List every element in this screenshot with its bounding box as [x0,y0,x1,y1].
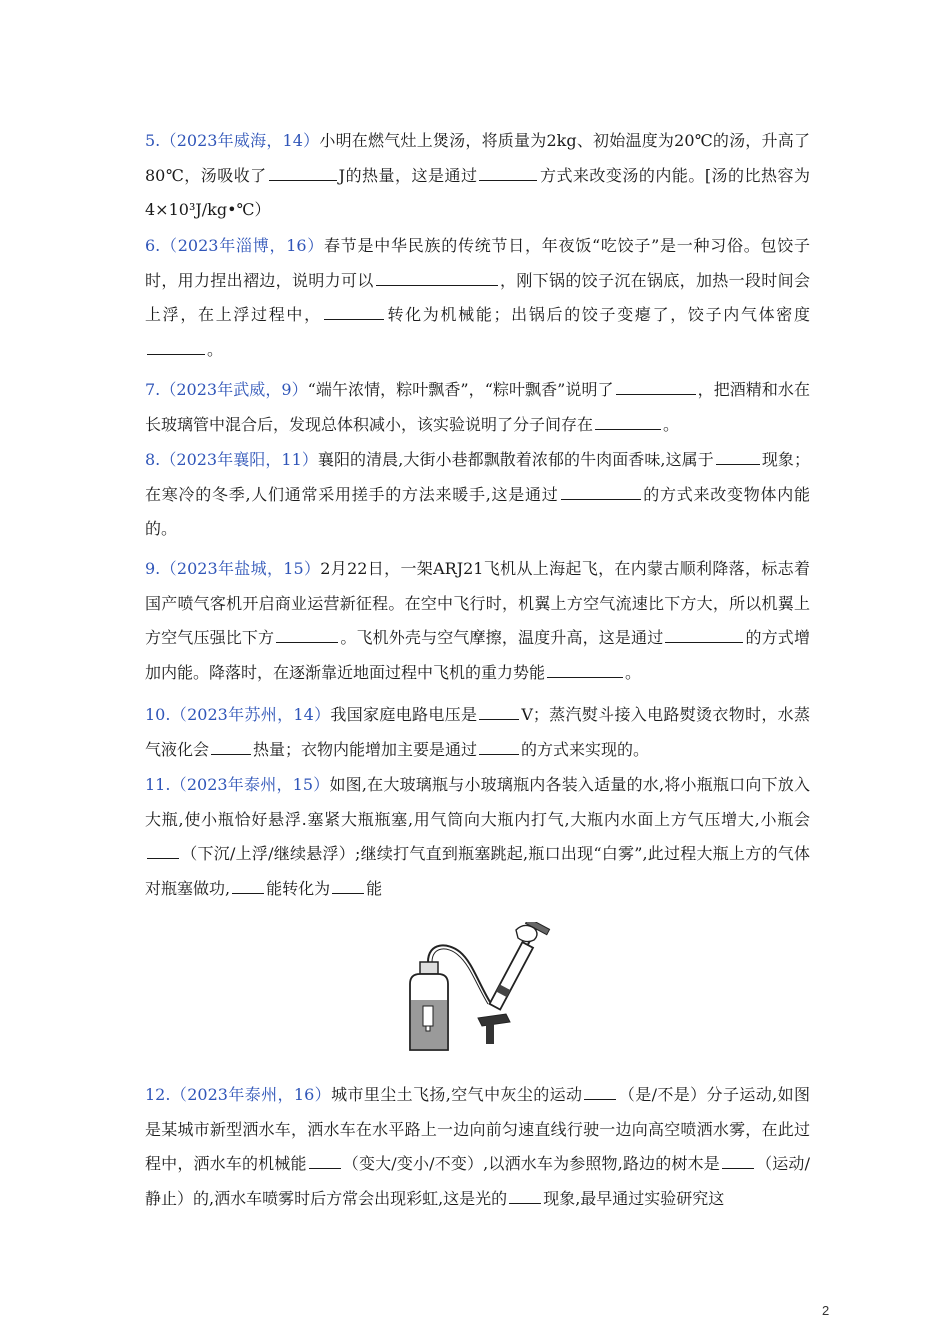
question-source: （2023年武威，9） [160,380,308,399]
question-text: 现象,最早通过实验研究这 [543,1188,725,1208]
question-text: 。飞机外壳与空气摩擦，温度升高，这是通过 [340,628,664,647]
question-8 [145,443,810,547]
pump-stand [486,1022,494,1044]
question-text: 襄阳的清晨,大街小巷都飘散着浓郁的牛肉面香味,这属于 [317,450,714,469]
question-text: 能 [366,878,383,898]
question-text: 转化为机械能；出锅后的饺子变瘪了，饺子内气体密度 [385,305,810,324]
question-text: ，把酒精和水在长玻璃管中混合后，发现总体积减小，该实验说明了分子间存在 [145,380,810,434]
question-5 [145,124,810,228]
question-text: 。 [663,414,680,434]
question-text: 热量；衣物内能增加主要是通过 [253,739,478,759]
question-text: “端午浓情，粽叶飘香”，“粽叶飘香”说明了 [307,380,614,399]
answer-blank[interactable] [232,877,264,894]
question-12 [145,1078,810,1216]
question-6 [145,229,810,367]
answer-blank[interactable] [147,338,205,355]
question-number: 11. [145,775,171,794]
question-text: 能转化为 [266,878,331,898]
question-source: （2023年苏州，14） [170,705,331,724]
answer-blank[interactable] [324,303,384,320]
question-number: 5. [145,131,161,150]
question-text: 小明在燃气灶上煲汤，将质量为2kg、初始温度为20℃的汤，升高了80℃，汤吸收了 [145,131,810,185]
question-text: 城市里尘土飞扬,空气中灰尘的运动 [331,1085,583,1104]
answer-blank[interactable] [595,413,661,430]
question-text: （下沉/上浮/继续悬浮）;继续打气直到瓶塞跳起,瓶口出现“白雾”,此过程大瓶上方的气体对瓶塞做功, [145,844,810,898]
question-source: （2023年淄博，16） [160,236,325,255]
question-text: （变大/变小/不变）,以洒水车为参照物,路边的树木是 [342,1154,720,1173]
question-number: 6. [145,236,161,255]
question-source: （2023年盐城，15） [160,559,321,578]
question-10 [145,698,810,767]
answer-blank[interactable] [722,1152,754,1169]
answer-blank[interactable] [332,877,364,894]
question-text: 方式来改变汤的内能。[汤的比热容为4×10³J/kg•℃） [145,165,810,219]
answer-blank[interactable] [309,1152,341,1169]
question-text: （是/不是）分子运动,如图是某城市新型洒水车，洒水车在水平路上一边向前匀速直线行驶一边向高空喷洒水雾，在此过程中，洒水车的机械能 [145,1085,810,1173]
question-text: 的方式增加内能。降落时，在逐渐靠近地面过程中飞机的重力势能 [145,628,810,682]
question-number: 12. [145,1085,171,1104]
answer-blank[interactable] [376,269,498,286]
bottle-pump-figure [398,922,560,1060]
answer-blank[interactable] [269,164,337,181]
question-text: V；蒸汽熨斗接入电路熨烫衣物时，水蒸气液化会 [145,705,810,759]
question-text: 。 [207,339,224,359]
question-source: （2023年泰州，15） [170,775,330,794]
question-text: （运动/静止）的,洒水车喷雾时后方常会出现彩虹,这是光的 [145,1154,810,1208]
question-number: 8. [145,450,161,469]
answer-blank[interactable] [665,626,743,643]
question-text: 。 [625,662,642,682]
question-text: 2月22日，一架ARJ21飞机从上海起飞，在内蒙古顺利降落，标志着国产喷气客机开启商业运营新征程。在空中飞行时，机翼上方空气流速比下方大，所以机翼上方空气压强比下方 [145,559,810,647]
answer-blank[interactable] [147,842,179,859]
answer-blank[interactable] [561,483,641,500]
question-text: 春节是中华民族的传统节日，年夜饭“吃饺子”是一种习俗。包饺子时，用力捏出褶边，说明力可以 [145,236,810,290]
question-text: 如图,在大玻璃瓶与小玻璃瓶内各装入适量的水,将小瓶瓶口向下放入大瓶,使小瓶恰好悬浮.塞紧大瓶瓶塞,用气筒向大瓶内打气,大瓶内水面上方气压增大,小瓶会 [145,775,810,829]
question-text: 现象；在寒冷的冬季,人们通常采用搓手的方法来暖手,这是通过 [145,450,810,504]
answer-blank[interactable] [479,703,519,720]
question-9 [145,552,810,690]
answer-blank[interactable] [479,738,519,755]
hand [516,925,537,941]
question-text: 的方式来改变物体内能的。 [145,484,810,538]
question-text: ，刚下锅的饺子沉在锅底，加热一段时间会上浮，在上浮过程中， [145,270,810,324]
answer-blank[interactable] [616,378,696,395]
answer-blank[interactable] [479,164,537,181]
question-source: （2023年泰州，16） [170,1085,332,1104]
small-bottle [423,1006,433,1026]
pump-barrel [490,942,533,1009]
answer-blank[interactable] [211,738,251,755]
small-bottle-neck [426,1026,430,1031]
question-number: 10. [145,705,171,724]
answer-blank[interactable] [509,1187,541,1204]
question-7 [145,373,810,442]
bottle-pump-diagram [398,922,560,1060]
question-number: 9. [145,559,161,578]
answer-blank[interactable] [547,661,623,678]
question-number: 7. [145,380,161,399]
answer-blank[interactable] [716,448,760,465]
question-11 [145,768,810,906]
question-text: J的热量，这是通过 [338,165,478,185]
question-source: （2023年威海，14） [160,131,320,150]
question-text: 我国家庭电路电压是 [330,705,478,724]
bottle-stopper [420,962,438,974]
question-text: 的方式来实现的。 [521,739,650,759]
answer-blank[interactable] [276,626,338,643]
question-source: （2023年襄阳，11） [160,450,318,469]
answer-blank[interactable] [584,1083,616,1100]
page-number: 2 [822,1303,830,1318]
